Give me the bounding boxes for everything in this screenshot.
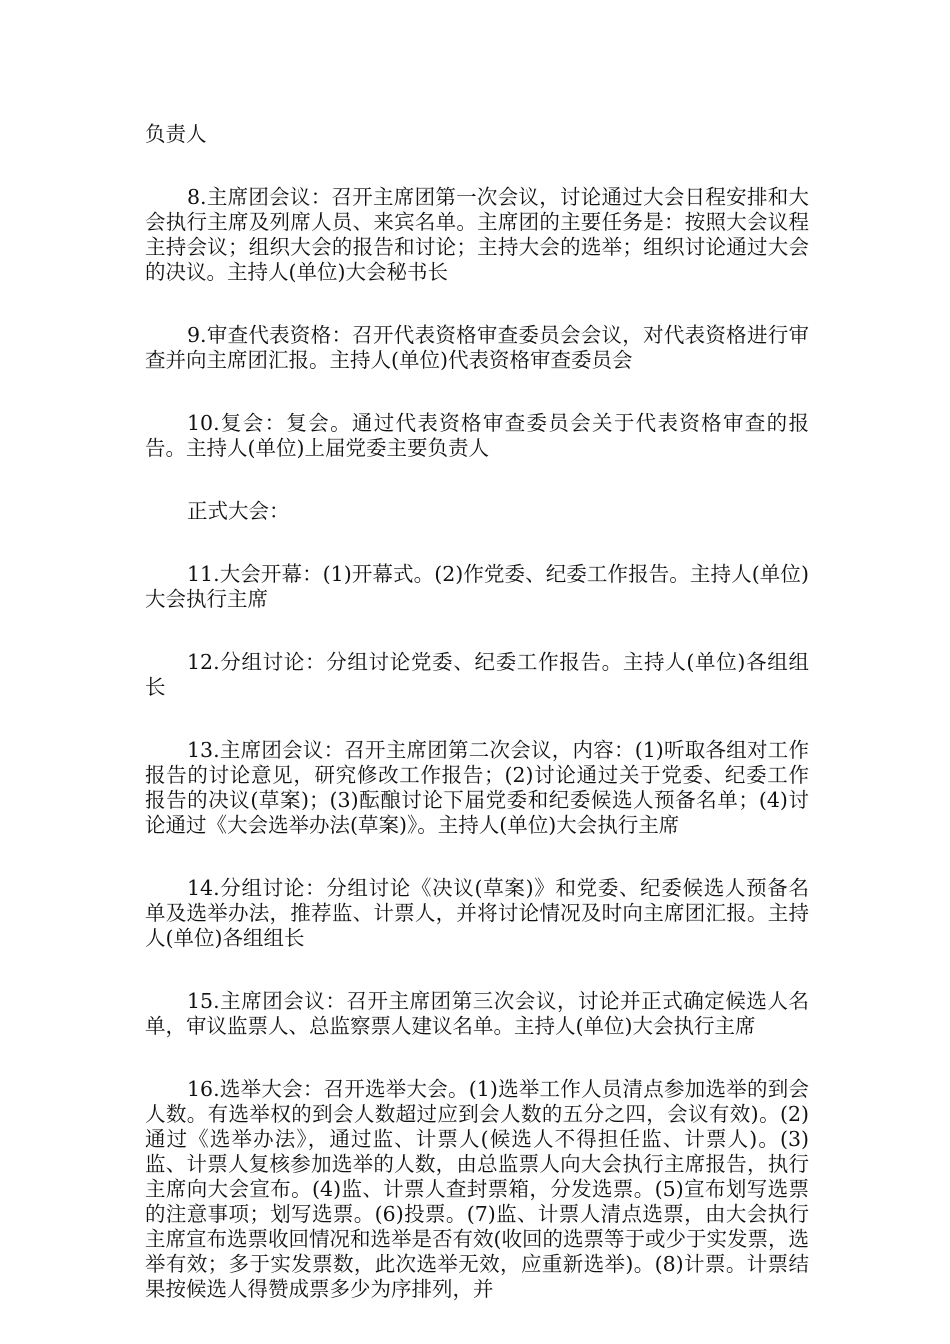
paragraph-item-13: 13.主席团会议：召开主席团第二次会议，内容：(1)听取各组对工作报告的讨论意见，研究修改工作报告；(2)讨论通过关于党委、纪委工作报告的决议(草案)；(3)酝酿讨论下届党委和纪委候选人预备名单；(4)讨论通过《大会选举办法(草案)》。主持人(单位)大会执行主席	[145, 738, 809, 837]
paragraph-item-12: 12.分组讨论：分组讨论党委、纪委工作报告。主持人(单位)各组组长	[145, 650, 809, 699]
paragraph-continuation: 负责人	[145, 122, 207, 146]
document-page	[145, 122, 809, 1340]
paragraph-item-15: 15.主席团会议：召开主席团第三次会议，讨论并正式确定候选人名单，审议监票人、总监察票人建议名单。主持人(单位)大会执行主席	[145, 989, 809, 1038]
paragraph-item-9: 9.审查代表资格：召开代表资格审查委员会会议，对代表资格进行审查并向主席团汇报。主持人(单位)代表资格审查委员会	[145, 323, 809, 372]
section-heading-formal-meeting: 正式大会：	[187, 499, 290, 523]
paragraph-item-8: 8.主席团会议：召开主席团第一次会议，讨论通过大会日程安排和大会执行主席及列席人员、来宾名单。主席团的主要任务是：按照大会议程主持会议；组织大会的报告和讨论；主持大会的选举；组织讨论通过大会的决议。主持人(单位)大会秘书长	[145, 185, 809, 284]
paragraph-item-16: 16.选举大会：召开选举大会。(1)选举工作人员清点参加选举的到会人数。有选举权的到会人数超过应到会人数的五分之四，会议有效)。(2)通过《选举办法》，通过监、计票人(候选人不得担任监、计票人)。(3)监、计票人复核参加选举的人数，由总监票人向大会执行主席报告，执行主席向大会宣布。(4)监、计票人查封票箱，分发选票。(5)宣布划写选票的注意事项；划写选票。(6)投票。(7)监、计票人清点选票，由大会执行主席宣布选票收回情况和选举是否有效(收回的选票等于或少于实发票，选举有效；多于实发票数，此次选举无效，应重新选举)。(8)计票。计票结果按候选人得赞成票多少为序排列，并	[145, 1077, 809, 1301]
paragraph-item-14: 14.分组讨论：分组讨论《决议(草案)》和党委、纪委候选人预备名单及选举办法，推荐监、计票人，并将讨论情况及时向主席团汇报。主持人(单位)各组组长	[145, 876, 809, 950]
paragraph-item-11: 11.大会开幕：(1)开幕式。(2)作党委、纪委工作报告。主持人(单位)大会执行主席	[145, 562, 809, 611]
paragraph-item-10: 10.复会：复会。通过代表资格审查委员会关于代表资格审查的报告。主持人(单位)上届党委主要负责人	[145, 411, 809, 460]
